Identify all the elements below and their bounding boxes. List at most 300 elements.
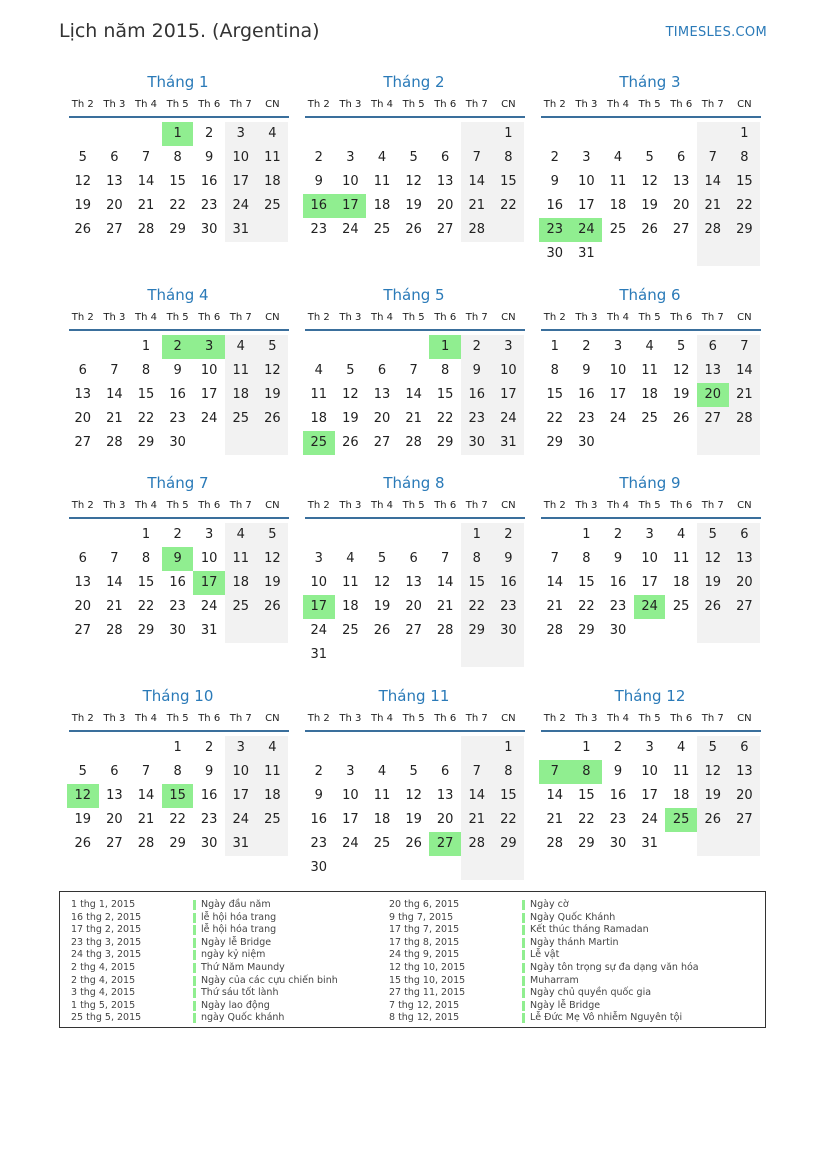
day-cell: 25 [609,222,627,237]
day-cell: 20 [74,599,92,614]
holiday-day-cell: 2 [162,335,194,359]
day-cell: 8 [141,551,151,566]
day-cell: 19 [672,387,690,402]
day-cell: 28 [461,218,493,242]
day-cell: 15 [137,575,155,590]
day-cell: 1 [493,122,525,146]
legend-holiday-marker [522,988,525,998]
day-cell: 6 [729,736,761,760]
day-cell: 23 [169,411,186,426]
day-cell: 21 [137,198,155,213]
day-cell: 12 [257,359,289,383]
holiday-day-cell: 27 [429,832,461,856]
legend-holiday-marker [193,950,196,960]
legend-date: 16 thg 2, 2015 [71,911,142,923]
blank-weekend-cell [461,736,493,760]
legend-entry [389,937,759,950]
day-cell: 25 [342,623,359,638]
day-cell: 3 [613,339,623,354]
day-cell: 10 [641,551,658,566]
day-cell: 10 [225,760,257,784]
weekday-header: Th 4 [134,312,157,323]
day-cell: 15 [137,387,155,402]
weekday-header: Th 4 [606,713,629,724]
day-cell: 22 [578,599,595,614]
weekday-header: Th 2 [307,312,330,323]
blank-weekend-cell [493,856,525,880]
day-cell: 3 [645,527,654,542]
day-cell: 5 [697,523,729,547]
weekday-header: Th 3 [103,312,126,323]
day-cell: 8 [493,146,525,170]
holiday-day-cell: 23 [539,218,571,242]
day-cell: 18 [609,198,627,213]
weekday-header: Th 2 [543,713,566,724]
day-cell: 8 [493,760,525,784]
day-cell: 2 [493,523,525,547]
day-cell: 19 [405,198,422,213]
weekday-header: Th 5 [638,713,661,724]
legend-date: 24 thg 9, 2015 [389,949,460,961]
month-title: Tháng 2 [383,73,445,91]
day-cell: 4 [677,527,686,542]
holiday-day-cell: 17 [303,595,335,619]
day-cell: 28 [729,407,761,431]
day-cell: 10 [342,788,359,803]
weekday-header: Th 7 [701,713,724,724]
day-cell: 12 [641,174,658,189]
weekday-header: Th 4 [606,99,629,110]
day-cell: 26 [74,222,92,237]
day-cell: 31 [578,246,595,261]
legend-date: 25 thg 5, 2015 [71,1012,142,1024]
day-cell: 24 [641,812,658,827]
weekday-header: Th 2 [71,99,94,110]
day-cell: 21 [106,411,123,426]
legend-date: 2 thg 4, 2015 [71,961,136,973]
day-cell: 13 [672,174,690,189]
legend-entry [389,962,759,975]
day-cell: 27 [729,595,761,619]
day-cell: 13 [74,387,92,402]
legend-entry [71,937,391,950]
day-cell: 14 [106,575,123,590]
month-header-rule [305,730,525,732]
legend-entry [71,1012,391,1025]
weekday-header: Th 7 [465,99,488,110]
day-cell: 1 [461,523,493,547]
day-cell: 17 [641,575,658,590]
day-cell: 22 [493,194,525,218]
day-cell: 25 [257,808,289,832]
day-cell: 6 [110,764,119,779]
weekday-header: CN [737,99,752,110]
day-cell: 6 [729,523,761,547]
day-cell: 22 [578,812,595,827]
day-cell: 11 [310,387,328,402]
day-cell: 23 [200,812,218,827]
day-cell: 23 [200,198,218,213]
day-cell: 27 [697,407,729,431]
day-cell: 30 [609,623,627,638]
legend-entry [71,962,391,975]
day-cell: 4 [645,339,654,354]
day-cell: 9 [613,764,623,779]
day-cell: 1 [173,740,182,755]
site-link[interactable]: TIMESLES.COM [665,25,767,40]
weekday-header: Th 6 [670,500,693,511]
day-cell: 18 [225,383,257,407]
weekday-header: Th 4 [606,312,629,323]
holiday-day-cell: 16 [303,194,335,218]
day-cell: 27 [106,222,123,237]
day-cell: 5 [346,363,355,378]
legend-entry [71,975,391,988]
legend-date: 3 thg 4, 2015 [71,987,136,999]
day-cell: 9 [314,788,323,803]
weekday-header: Th 3 [339,500,362,511]
day-cell: 5 [377,551,387,566]
day-cell: 14 [436,575,454,590]
day-cell: 26 [257,595,289,619]
day-cell: 4 [677,740,686,755]
day-cell: 18 [672,575,690,590]
legend-date: 17 thg 2, 2015 [71,924,142,936]
day-cell: 13 [729,760,761,784]
day-cell: 9 [173,363,182,378]
day-cell: 24 [342,836,359,851]
month-header-rule [69,517,289,519]
day-cell: 15 [546,387,564,402]
legend-date: 12 thg 10, 2015 [389,961,466,973]
legend-holiday-name: Kết thúc tháng Ramadan [530,924,649,936]
day-cell: 12 [74,174,92,189]
legend-holiday-marker [522,938,525,948]
weekday-header: Th 3 [103,500,126,511]
day-cell: 5 [257,335,289,359]
day-cell: 3 [645,740,654,755]
day-cell: 22 [546,411,564,426]
weekday-header: Th 5 [166,500,189,511]
weekday-header: Th 5 [402,312,425,323]
month-title: Tháng 6 [619,286,681,304]
weekday-header: Th 4 [370,713,393,724]
day-cell: 23 [609,812,627,827]
day-cell: 25 [641,411,658,426]
day-cell: 17 [609,387,627,402]
legend-holiday-marker [193,976,196,986]
legend-holiday-name: lễ hội hóa trang [201,924,277,936]
day-cell: 5 [78,150,87,165]
day-cell: 18 [310,411,328,426]
day-cell: 24 [200,599,218,614]
legend-holiday-name: Ngày tôn trọng sự đa dạng văn hóa [530,961,699,973]
weekday-header: Th 6 [198,99,221,110]
day-cell: 13 [436,788,454,803]
weekday-header: Th 2 [543,312,566,323]
weekday-header: Th 7 [465,500,488,511]
day-cell: 1 [582,527,591,542]
day-cell: 13 [405,575,422,590]
month-title: Tháng 8 [383,474,445,492]
weekday-header: Th 2 [71,713,94,724]
weekday-header: CN [265,312,280,323]
day-cell: 23 [493,595,525,619]
day-cell: 13 [106,174,123,189]
day-cell: 14 [461,784,493,808]
blank-weekend-cell [729,242,761,266]
legend-holiday-name: Ngày cờ [530,899,569,910]
legend-column-left [71,899,391,1025]
day-cell: 30 [493,619,525,643]
month-header-rule [305,329,525,331]
day-cell: 4 [377,764,387,779]
day-cell: 20 [436,198,454,213]
month-title: Tháng 5 [383,286,445,304]
legend-entry [389,912,759,925]
day-cell: 28 [546,836,564,851]
weekday-header: Th 7 [229,713,252,724]
weekday-header: Th 7 [465,312,488,323]
day-cell: 11 [373,174,391,189]
day-cell: 31 [641,836,658,851]
day-cell: 26 [641,222,658,237]
day-cell: 15 [493,784,525,808]
weekday-header: Th 5 [402,713,425,724]
legend-holiday-name: lễ hội hóa trang [201,911,277,923]
legend-holiday-name: Ngày lễ Bridge [201,936,272,948]
day-cell: 3 [225,122,257,146]
legend-date: 7 thg 12, 2015 [389,999,460,1011]
day-cell: 10 [200,551,218,566]
legend-holiday-marker [522,900,525,910]
day-cell: 30 [609,836,627,851]
day-cell: 29 [461,619,493,643]
day-cell: 11 [609,174,627,189]
day-cell: 7 [729,335,761,359]
day-cell: 15 [578,575,595,590]
day-cell: 23 [461,407,493,431]
day-cell: 28 [461,832,493,856]
legend-entry [71,987,391,1000]
day-cell: 20 [729,571,761,595]
day-cell: 22 [461,595,493,619]
legend-holiday-name: ngày kỷ niệm [201,949,266,961]
weekday-header: Th 3 [575,500,598,511]
day-cell: 8 [141,363,151,378]
day-cell: 26 [405,222,422,237]
day-cell: 11 [257,760,289,784]
day-cell: 1 [729,122,761,146]
day-cell: 17 [342,812,359,827]
day-cell: 20 [106,198,123,213]
day-cell: 31 [493,431,525,455]
day-cell: 24 [225,194,257,218]
weekday-header: Th 6 [434,99,457,110]
day-cell: 7 [110,551,119,566]
day-cell: 17 [225,170,257,194]
day-cell: 27 [106,836,123,851]
day-cell: 14 [137,174,155,189]
blank-weekend-cell [697,619,729,643]
legend-column-right [389,899,759,1025]
holiday-day-cell: 12 [67,784,99,808]
day-cell: 30 [169,623,186,638]
holiday-day-cell: 24 [634,595,666,619]
holiday-day-cell: 1 [162,122,194,146]
day-cell: 11 [672,551,690,566]
day-cell: 19 [373,599,391,614]
day-cell: 9 [493,547,525,571]
day-cell: 20 [373,411,391,426]
day-cell: 28 [137,836,155,851]
day-cell: 14 [546,575,564,590]
day-cell: 21 [405,411,422,426]
day-cell: 3 [346,150,355,165]
day-cell: 14 [697,170,729,194]
legend-holiday-marker [193,988,196,998]
blank-weekend-cell [225,619,257,643]
weekday-header: CN [501,312,516,323]
blank-weekend-cell [225,431,257,455]
day-cell: 23 [310,836,328,851]
day-cell: 16 [578,387,595,402]
day-cell: 10 [200,363,218,378]
legend-entry [389,975,759,988]
legend-entry [71,1000,391,1013]
day-cell: 26 [373,623,391,638]
weekday-header: Th 3 [339,713,362,724]
day-cell: 12 [697,547,729,571]
day-cell: 30 [200,222,218,237]
day-cell: 24 [342,222,359,237]
weekday-header: CN [501,500,516,511]
day-cell: 2 [314,150,323,165]
day-cell: 1 [493,736,525,760]
day-cell: 21 [461,808,493,832]
legend-holiday-marker [193,963,196,973]
day-cell: 11 [257,146,289,170]
day-cell: 29 [137,623,155,638]
legend-holiday-marker [193,1001,196,1011]
weekday-header: Th 7 [701,312,724,323]
month-header-rule [69,329,289,331]
legend-entry [389,1000,759,1013]
weekday-header: Th 2 [543,99,566,110]
weekday-header: CN [501,713,516,724]
day-cell: 7 [141,150,151,165]
day-cell: 28 [697,218,729,242]
day-cell: 16 [200,788,218,803]
day-cell: 10 [342,174,359,189]
day-cell: 16 [609,788,627,803]
day-cell: 27 [672,222,690,237]
day-cell: 6 [110,150,119,165]
month-title: Tháng 10 [142,687,214,705]
weekday-header: Th 4 [606,500,629,511]
blank-weekend-cell [257,431,289,455]
day-cell: 31 [225,832,257,856]
day-cell: 15 [436,387,454,402]
day-cell: 20 [106,812,123,827]
blank-weekend-cell [461,856,493,880]
legend-date: 27 thg 11, 2015 [389,987,466,999]
day-cell: 18 [373,812,391,827]
day-cell: 26 [74,836,92,851]
day-cell: 2 [550,150,559,165]
day-cell: 24 [225,808,257,832]
day-cell: 28 [546,623,564,638]
day-cell: 28 [436,623,454,638]
weekday-header: Th 6 [198,312,221,323]
day-cell: 6 [78,363,87,378]
legend-holiday-marker [193,925,196,935]
legend-entry [389,924,759,937]
day-cell: 30 [169,435,186,450]
day-cell: 3 [493,335,525,359]
legend-entry [71,912,391,925]
day-cell: 12 [405,788,422,803]
day-cell: 25 [672,599,690,614]
weekday-header: CN [737,312,752,323]
weekday-header: Th 6 [434,312,457,323]
day-cell: 20 [74,411,92,426]
legend-holiday-name: Ngày lễ Bridge [530,999,601,1011]
day-cell: 16 [493,571,525,595]
weekday-header: Th 4 [134,713,157,724]
month-header-rule [69,730,289,732]
blank-weekend-cell [257,832,289,856]
weekday-header: Th 4 [370,500,393,511]
day-cell: 1 [141,339,151,354]
weekday-header: Th 6 [434,713,457,724]
month-header-rule [541,517,761,519]
holiday-day-cell: 7 [539,760,571,784]
weekday-header: Th 6 [670,713,693,724]
day-cell: 11 [342,575,359,590]
day-cell: 5 [677,339,686,354]
day-cell: 7 [461,760,493,784]
day-cell: 13 [697,359,729,383]
day-cell: 3 [314,551,323,566]
day-cell: 20 [672,198,690,213]
day-cell: 7 [697,146,729,170]
day-cell: 16 [546,198,564,213]
day-cell: 29 [137,435,155,450]
day-cell: 7 [441,551,450,566]
blank-weekend-cell [461,122,493,146]
weekday-header: Th 7 [229,500,252,511]
day-cell: 17 [641,788,658,803]
day-cell: 16 [310,812,328,827]
holiday-day-cell: 17 [335,194,367,218]
month-title: Tháng 1 [147,73,209,91]
day-cell: 4 [613,150,623,165]
day-cell: 8 [582,551,591,566]
day-cell: 19 [697,571,729,595]
day-cell: 29 [729,218,761,242]
day-cell: 9 [550,174,559,189]
weekday-header: Th 5 [402,500,425,511]
legend-holiday-name: Ngày lao động [201,999,270,1011]
day-cell: 27 [373,435,391,450]
day-cell: 25 [225,595,257,619]
legend-entry [389,899,759,912]
day-cell: 19 [342,411,359,426]
day-cell: 24 [200,411,218,426]
day-cell: 29 [493,832,525,856]
weekday-header: Th 4 [134,500,157,511]
